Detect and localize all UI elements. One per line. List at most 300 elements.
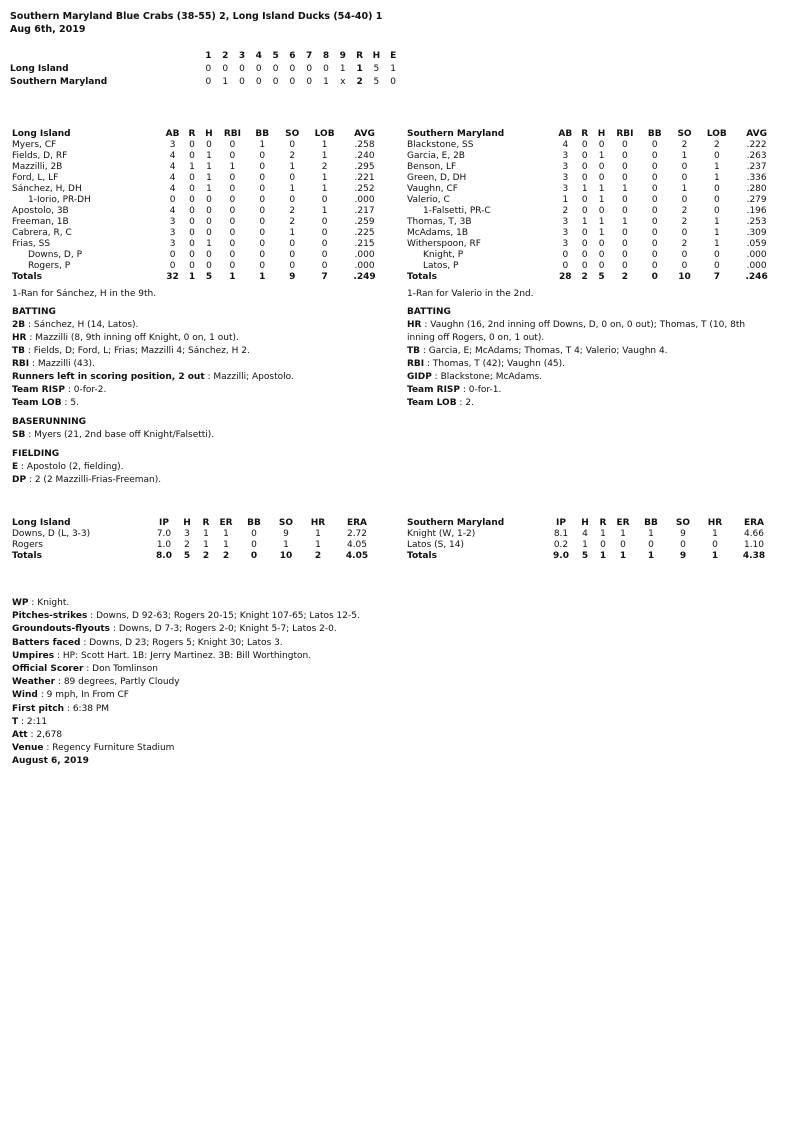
stat-cell: 0 <box>622 206 628 216</box>
stat-cell: 1 <box>713 217 720 227</box>
stat-cell: 0 <box>169 261 176 271</box>
linescore-cell: 0 <box>255 77 262 87</box>
stat-cell: 0 <box>651 184 658 194</box>
stat-cell: 0 <box>169 195 176 205</box>
note-label: DP <box>12 475 27 485</box>
stat-cell: 0 <box>600 540 606 550</box>
box-row <box>407 206 779 217</box>
stat-cell: .309 <box>746 228 767 238</box>
box-header-row <box>407 518 777 529</box>
stat-cell: 0 <box>581 173 588 183</box>
box-header-cell: H <box>597 129 606 139</box>
stat-cell: 2 <box>562 206 569 216</box>
stat-cell: 3 <box>562 228 569 238</box>
section-heading: BATTING <box>407 307 451 317</box>
totals-cell: 10 <box>678 272 691 282</box>
stat-cell: 1 <box>648 529 654 539</box>
note-label: Runners left in scoring position, 2 out <box>12 372 205 382</box>
box-row <box>407 140 779 151</box>
note-line: Runners left in scoring position, 2 out : Mazzilli; Apostolo. <box>12 372 294 382</box>
linescore-header-cell: 3 <box>238 51 246 61</box>
stat-cell: 0 <box>229 239 236 249</box>
note-label: Team RISP <box>12 385 65 395</box>
stat-cell: 0 <box>229 151 236 161</box>
stat-cell: 1 <box>598 228 605 238</box>
stat-cell: 0 <box>206 261 212 271</box>
linescore-row <box>10 63 402 76</box>
linescore-cell: 1 <box>356 64 363 74</box>
note-text: Vaughn (16, 2nd inning off Downs, D, 0 on, 0 out); Thomas, T (10, 8th inning off Rogers, 0 on, 1 out). <box>407 320 746 343</box>
box-row <box>407 261 779 272</box>
box-header-cell: LOB <box>706 129 727 139</box>
box-row <box>12 140 387 151</box>
game-info-line: Wind : 9 mph, In From CF <box>12 690 129 701</box>
stat-cell: 1 <box>321 206 328 216</box>
player-name: Cabrera, R, C <box>12 228 72 238</box>
stat-cell: 0 <box>189 195 195 205</box>
box-row <box>12 162 387 173</box>
player-name: Frias, SS <box>12 239 51 249</box>
game-info <box>12 597 360 769</box>
game-info-label: First pitch <box>12 703 65 714</box>
stat-cell: .225 <box>354 228 375 238</box>
stat-cell: 1 <box>713 228 720 238</box>
stat-cell: 0 <box>321 239 328 249</box>
stat-cell: 0 <box>229 206 236 216</box>
stat-cell: 1 <box>598 151 605 161</box>
stat-cell: 3 <box>562 162 569 172</box>
note-line: E : Apostolo (2, fielding). <box>12 462 124 472</box>
linescore-cell: x <box>340 77 346 87</box>
stat-cell: 3 <box>169 217 176 227</box>
game-info-value: 6:38 PM <box>72 703 110 714</box>
game-info-label: Pitches-strikes <box>12 611 88 622</box>
box-row <box>12 151 387 162</box>
player-name: Latos (S, 14) <box>407 540 465 550</box>
stat-cell: 1 <box>206 173 212 183</box>
totals-label: Totals <box>407 551 437 561</box>
stat-cell: 1 <box>189 162 195 172</box>
linescore-table <box>10 50 402 89</box>
pitching-box-home <box>407 518 777 562</box>
box-team-name: Long Island <box>12 129 71 139</box>
home-sub-note: 1-Ran for Valerio in the 2nd. <box>407 289 534 299</box>
stat-cell: 1 <box>600 529 606 539</box>
stat-cell: 0 <box>259 250 266 260</box>
stat-cell: .237 <box>746 162 767 172</box>
box-row <box>407 184 779 195</box>
totals-cell: 0 <box>250 551 258 561</box>
totals-cell: 10 <box>279 551 293 561</box>
stat-cell: 0 <box>259 228 266 238</box>
box-header-cell: HR <box>310 518 326 528</box>
note-line: Team RISP : 0-for-2. <box>12 385 107 395</box>
stat-cell: .240 <box>354 151 375 161</box>
stat-cell: 0.2 <box>553 540 569 550</box>
game-info-value: HP: Scott Hart. 1B: Jerry Martinez. 3B: Bill Worthington. <box>62 650 312 661</box>
stat-cell: 0 <box>622 228 628 238</box>
stat-cell: 0 <box>289 261 296 271</box>
stat-cell: 4 <box>169 162 176 172</box>
note-label: TB <box>12 346 25 356</box>
linescore-header-cell: 6 <box>289 51 296 61</box>
note-label: TB <box>407 346 420 356</box>
linescore-cell: 0 <box>323 64 329 74</box>
totals-cell: 9.0 <box>553 551 569 561</box>
stat-cell: .196 <box>746 206 767 216</box>
game-info-label: Batters faced <box>12 637 81 648</box>
stat-cell: 0 <box>598 206 605 216</box>
player-name: Witherspoon, RF <box>407 239 481 249</box>
stat-cell: 0 <box>206 228 212 238</box>
player-name: Rogers <box>12 540 43 550</box>
stat-cell: 0 <box>259 173 266 183</box>
stat-cell: .336 <box>746 173 767 183</box>
stat-cell: 3 <box>562 239 569 249</box>
linescore-header-cell: 2 <box>222 51 229 61</box>
box-row <box>407 228 779 239</box>
box-totals-row <box>12 551 380 562</box>
totals-cell: 5 <box>183 551 191 561</box>
game-info-value: Downs, D 7-3; Rogers 2-0; Knight 5-7; Latos 2-0. <box>118 624 337 635</box>
box-row <box>12 173 387 184</box>
box-header-cell: SO <box>677 129 692 139</box>
box-header-cell: AVG <box>354 129 375 139</box>
box-row <box>12 250 387 261</box>
box-row <box>407 250 779 261</box>
stat-cell: 1 <box>206 184 212 194</box>
stat-cell: 1.0 <box>156 540 172 550</box>
game-info-label: Umpires <box>12 650 55 661</box>
box-row <box>12 195 387 206</box>
stat-cell: 4 <box>169 151 176 161</box>
note-line: RBI : Thomas, T (42); Vaughn (45). <box>407 359 566 369</box>
totals-cell: 1 <box>599 551 607 561</box>
stat-cell: 3 <box>562 184 569 194</box>
box-header-cell: SO <box>278 518 294 528</box>
stat-cell: 0 <box>259 206 266 216</box>
totals-cell: 5 <box>598 272 605 282</box>
note-label: HR <box>12 333 27 343</box>
game-date: Aug 6th, 2019 <box>10 24 86 35</box>
stat-cell: 1 <box>622 217 628 227</box>
stat-cell: 0 <box>598 140 605 150</box>
linescore-cell: 1 <box>339 64 346 74</box>
totals-cell: 7 <box>713 272 720 282</box>
home-notes <box>407 300 762 410</box>
stat-cell: 1 <box>598 195 605 205</box>
box-header-cell: SO <box>285 129 300 139</box>
stat-cell: 0 <box>581 140 588 150</box>
box-header-row <box>12 129 387 140</box>
note-text: Myers (21, 2nd base off Knight/Falsetti). <box>34 430 215 440</box>
stat-cell: 0 <box>681 261 688 271</box>
stat-cell: 0 <box>169 250 176 260</box>
game-info-value: Don Tomlinson <box>92 664 159 675</box>
note-text: Mazzilli (43). <box>37 359 95 369</box>
note-line: Team LOB : 5. <box>12 398 79 408</box>
player-name: 1-Falsetti, PR-C <box>423 206 491 216</box>
stat-cell: 2 <box>289 217 296 227</box>
box-row <box>12 206 387 217</box>
stat-cell: 2 <box>713 140 720 150</box>
linescore-row <box>10 76 402 89</box>
linescore-cell: 0 <box>289 77 296 87</box>
stat-cell: 1 <box>581 184 588 194</box>
pitching-box-away <box>12 518 380 562</box>
stat-cell: 1 <box>598 184 605 194</box>
note-text: Garcia, E; McAdams; Thomas, T 4; Valerio; Vaughn 4. <box>428 346 668 356</box>
player-name: Ford, L, LF <box>12 173 59 183</box>
stat-cell: 0 <box>259 162 266 172</box>
stat-cell: .259 <box>354 217 375 227</box>
box-header-cell: ERA <box>743 518 765 528</box>
stat-cell: 0 <box>289 239 296 249</box>
batting-box-away <box>12 129 387 283</box>
box-header-cell: AB <box>165 129 180 139</box>
box-header-cell: H <box>205 129 213 139</box>
stat-cell: 0 <box>206 217 212 227</box>
linescore-cell: 0 <box>289 64 296 74</box>
game-info-line: Batters faced : Downs, D 23; Rogers 5; Knight 30; Latos 3. <box>12 637 283 648</box>
stat-cell: 1 <box>622 184 628 194</box>
stat-cell: 0 <box>321 228 328 238</box>
totals-cell: 5 <box>205 272 213 282</box>
note-line: TB : Garcia, E; McAdams; Thomas, T 4; Valerio; Vaughn 4. <box>407 346 668 356</box>
linescore-cell: 0 <box>205 77 212 87</box>
box-row <box>407 217 779 228</box>
totals-cell: 2 <box>222 551 230 561</box>
game-info-line: First pitch : 6:38 PM <box>12 703 110 714</box>
box-header-cell: BB <box>247 518 261 528</box>
stat-cell: 0 <box>251 529 257 539</box>
stat-cell: 1 <box>321 151 328 161</box>
stat-cell: 3 <box>169 140 176 150</box>
player-name: Freeman, 1B <box>12 217 69 227</box>
stat-cell: 3 <box>169 239 176 249</box>
stat-cell: 0 <box>259 195 266 205</box>
game-info-label: Official Scorer <box>12 664 84 675</box>
stat-cell: 1 <box>321 140 328 150</box>
stat-cell: 1 <box>203 540 209 550</box>
linescore-cell: 0 <box>239 77 245 87</box>
totals-cell: 0 <box>651 272 658 282</box>
stat-cell: 0 <box>622 250 628 260</box>
stat-cell: 1 <box>598 217 605 227</box>
stat-cell: 0 <box>598 239 605 249</box>
stat-cell: .000 <box>746 250 767 260</box>
stat-cell: 1 <box>289 228 296 238</box>
linescore-cell: 0 <box>222 64 229 74</box>
stat-cell: 0 <box>581 250 588 260</box>
player-name: Valerio, C <box>407 195 450 205</box>
box-header-cell: RBI <box>616 129 634 139</box>
player-name: McAdams, 1B <box>407 228 469 238</box>
note-text: Thomas, T (42); Vaughn (45). <box>432 359 566 369</box>
stat-cell: 0 <box>581 261 588 271</box>
totals-label: Totals <box>407 272 437 282</box>
totals-label: Totals <box>12 272 42 282</box>
box-row <box>407 162 779 173</box>
player-name: Thomas, T, 3B <box>407 217 472 227</box>
box-header-cell: R <box>202 518 210 528</box>
stat-cell: 1 <box>713 239 720 249</box>
note-label: 2B <box>12 320 26 330</box>
totals-cell: 9 <box>289 272 296 282</box>
game-title: Southern Maryland Blue Crabs (38-55) 2, Long Island Ducks (54-40) 1 <box>10 11 383 22</box>
linescore-cell: 1 <box>323 77 329 87</box>
box-row <box>12 239 387 250</box>
stat-cell: 0 <box>622 173 628 183</box>
stat-cell: 0 <box>598 162 605 172</box>
box-header-cell: SO <box>675 518 691 528</box>
game-info-line: WP : Knight. <box>12 598 70 608</box>
box-team-name: Southern Maryland <box>407 518 505 528</box>
stat-cell: 8.1 <box>553 529 569 539</box>
section-heading: FIELDING <box>12 449 60 459</box>
stat-cell: 0 <box>598 250 605 260</box>
stat-cell: 0 <box>648 540 654 550</box>
box-header-cell: ERA <box>346 518 368 528</box>
totals-cell: 7 <box>321 272 328 282</box>
stat-cell: 2.72 <box>346 529 368 539</box>
stat-cell: 4 <box>582 529 588 539</box>
game-info-value: 89 degrees, Partly Cloudy <box>63 677 180 688</box>
box-header-cell: IP <box>159 518 169 528</box>
box-totals-row <box>407 272 779 283</box>
player-name: Green, D, DH <box>407 173 467 183</box>
box-header-cell: HR <box>707 518 723 528</box>
note-text: Fields, D; Ford, L; Frias; Mazzilli 4; Sánchez, H 2. <box>33 346 250 356</box>
stat-cell: 1 <box>321 173 328 183</box>
totals-cell: 1 <box>229 272 236 282</box>
player-name: Knight (W, 1-2) <box>407 529 476 539</box>
stat-cell: 0 <box>712 540 718 550</box>
player-name: Apostolo, 3B <box>12 206 69 216</box>
stat-cell: 0 <box>206 195 212 205</box>
linescore-cell: 0 <box>205 64 212 74</box>
player-name: Vaughn, CF <box>407 184 458 194</box>
stat-cell: 1 <box>712 529 718 539</box>
stat-cell: .000 <box>354 195 375 205</box>
totals-cell: .246 <box>745 272 768 282</box>
stat-cell: 0 <box>289 250 296 260</box>
totals-cell: 1 <box>647 551 655 561</box>
stat-cell: 2 <box>681 239 688 249</box>
box-header-cell: ER <box>219 518 233 528</box>
stat-cell: 0 <box>651 140 658 150</box>
stat-cell: 0 <box>229 228 236 238</box>
box-header-cell: AB <box>558 129 573 139</box>
linescore-header-row <box>10 50 402 63</box>
game-info-line: Pitches-strikes : Downs, D 92-63; Rogers 20-15; Knight 107-65; Latos 12-5. <box>12 611 360 622</box>
box-totals-row <box>407 551 777 562</box>
note-line: DP : 2 (2 Mazzilli-Frias-Freeman). <box>12 475 162 485</box>
note-label: Team LOB <box>407 398 457 408</box>
totals-cell: 4.38 <box>742 551 766 561</box>
stat-cell: .215 <box>354 239 375 249</box>
stat-cell: 0 <box>581 151 588 161</box>
game-info-label: Venue <box>12 743 44 754</box>
footer-date: August 6, 2019 <box>12 756 89 767</box>
box-header-cell: BB <box>647 129 662 139</box>
linescore-header-cell: H <box>372 51 381 61</box>
stat-cell: 0 <box>189 217 195 227</box>
stat-cell: 0 <box>681 228 688 238</box>
totals-label: Totals <box>12 551 42 561</box>
stat-cell: 1 <box>681 184 688 194</box>
stat-cell: 0 <box>622 239 628 249</box>
stat-cell: 1 <box>206 151 212 161</box>
game-info-value: 2,678 <box>36 730 63 741</box>
stat-cell: 0 <box>651 228 658 238</box>
box-row <box>407 195 779 206</box>
note-text: 0-for-1. <box>468 385 502 395</box>
note-text: Sánchez, H (14, Latos). <box>33 320 139 330</box>
player-name: Garcia, E, 2B <box>407 151 465 161</box>
stat-cell: 2 <box>289 206 296 216</box>
totals-cell: 5 <box>581 551 589 561</box>
stat-cell: 4 <box>562 140 569 150</box>
stat-cell: 2 <box>289 151 296 161</box>
stat-cell: 0 <box>206 140 212 150</box>
linescore-header-cell: 7 <box>306 51 313 61</box>
stat-cell: 0 <box>189 228 195 238</box>
stat-cell: 0 <box>598 261 605 271</box>
box-header-cell: BB <box>644 518 658 528</box>
stat-cell: 1 <box>620 529 626 539</box>
stat-cell: 0 <box>229 140 236 150</box>
player-name: Downs, D (L, 3-3) <box>12 529 91 539</box>
stat-cell: 0 <box>598 173 605 183</box>
box-header-cell: RBI <box>223 129 241 139</box>
game-info-line: Weather : 89 degrees, Partly Cloudy <box>12 677 180 688</box>
box-header-cell: R <box>581 129 589 139</box>
totals-cell: 1 <box>619 551 627 561</box>
stat-cell: 1 <box>206 162 212 172</box>
note-text: Mazzilli (8, 9th inning off Knight, 0 on, 1 out). <box>35 333 239 343</box>
linescore-cell: 0 <box>306 77 313 87</box>
totals-cell: 4.05 <box>345 551 369 561</box>
game-info-label: Wind <box>12 690 38 701</box>
game-info-label: T <box>12 716 19 727</box>
linescore-cell: 0 <box>239 64 245 74</box>
stat-cell: 0 <box>713 250 720 260</box>
game-info-label: Att <box>12 730 28 741</box>
stat-cell: 3 <box>169 228 176 238</box>
player-name: Mazzilli, 2B <box>12 162 63 172</box>
linescore-cell: 1 <box>390 64 397 74</box>
stat-cell: .295 <box>354 162 375 172</box>
stat-cell: 0 <box>680 540 686 550</box>
stat-cell: 0 <box>189 250 195 260</box>
linescore-cell: 5 <box>373 77 380 87</box>
stat-cell: 0 <box>562 250 569 260</box>
note-line: HR : Vaughn (16, 2nd inning off Downs, D, 0 on, 0 out); Thomas, T (10, 8th inning off Rogers, 0 on, 1 out). <box>407 320 746 343</box>
box-header-cell: R <box>599 518 607 528</box>
stat-cell: 0 <box>189 140 195 150</box>
player-name: Fields, D, RF <box>12 151 68 161</box>
stat-cell: .280 <box>746 184 767 194</box>
stat-cell: 1 <box>223 540 229 550</box>
box-row <box>407 173 779 184</box>
stat-cell: 0 <box>229 195 236 205</box>
stat-cell: 0 <box>189 206 195 216</box>
section-heading: BASERUNNING <box>12 417 87 427</box>
box-header-cell: AVG <box>746 129 767 139</box>
stat-cell: 0 <box>581 239 588 249</box>
box-row <box>407 529 777 540</box>
